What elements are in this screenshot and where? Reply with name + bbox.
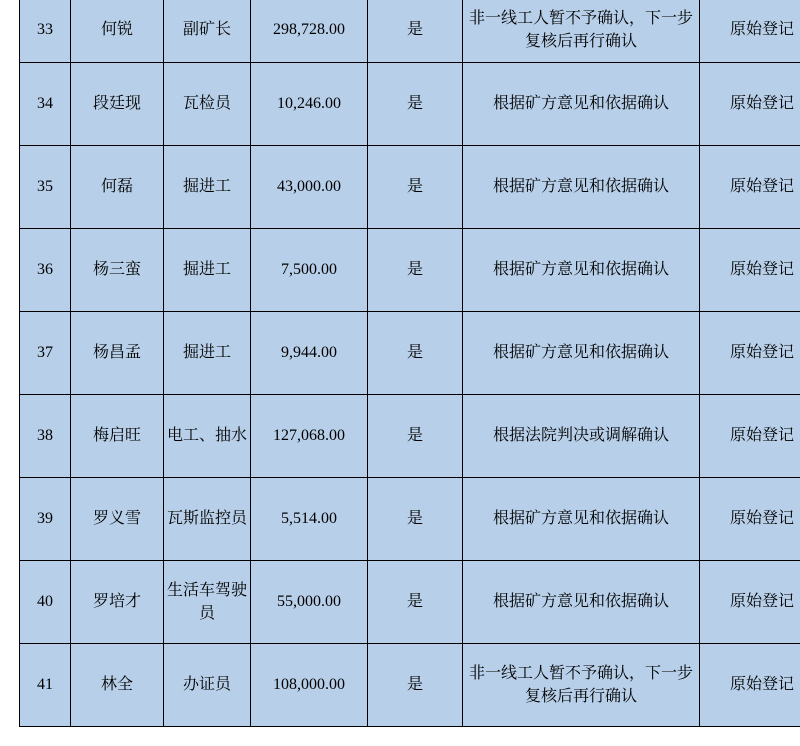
row-index: 33 xyxy=(20,0,71,63)
row-index: 41 xyxy=(20,644,71,727)
row-job: 办证员 xyxy=(164,644,251,727)
row-confirm: 是 xyxy=(368,561,463,644)
row-reason: 根据法院判决或调解确认 xyxy=(463,395,700,478)
row-status: 原始登记 xyxy=(700,395,800,478)
row-index: 36 xyxy=(20,229,71,312)
row-confirm: 是 xyxy=(368,146,463,229)
table-row xyxy=(20,63,800,146)
row-index: 34 xyxy=(20,63,71,146)
row-name: 何磊 xyxy=(71,146,164,229)
row-amount: 10,246.00 xyxy=(251,63,368,146)
table-row xyxy=(20,312,800,395)
row-name: 梅启旺 xyxy=(71,395,164,478)
row-status: 原始登记 xyxy=(700,312,800,395)
row-confirm: 是 xyxy=(368,644,463,727)
row-job: 副矿长 xyxy=(164,0,251,63)
row-job: 电工、抽水 xyxy=(164,395,251,478)
table-row xyxy=(20,146,800,229)
row-amount: 43,000.00 xyxy=(251,146,368,229)
row-reason: 根据矿方意见和依据确认 xyxy=(463,478,700,561)
row-reason: 根据矿方意见和依据确认 xyxy=(463,229,700,312)
row-amount: 55,000.00 xyxy=(251,561,368,644)
row-name: 杨三蛮 xyxy=(71,229,164,312)
row-job: 瓦检员 xyxy=(164,63,251,146)
row-name: 何锐 xyxy=(71,0,164,63)
row-job: 瓦斯监控员 xyxy=(164,478,251,561)
row-status: 原始登记 xyxy=(700,561,800,644)
row-amount: 5,514.00 xyxy=(251,478,368,561)
row-amount: 127,068.00 xyxy=(251,395,368,478)
row-reason: 根据矿方意见和依据确认 xyxy=(463,146,700,229)
row-reason: 根据矿方意见和依据确认 xyxy=(463,561,700,644)
row-confirm: 是 xyxy=(368,478,463,561)
table-row xyxy=(20,561,800,644)
row-index: 40 xyxy=(20,561,71,644)
row-status: 原始登记 xyxy=(700,0,800,63)
row-index: 35 xyxy=(20,146,71,229)
row-job: 掘进工 xyxy=(164,229,251,312)
row-index: 37 xyxy=(20,312,71,395)
row-name: 杨昌孟 xyxy=(71,312,164,395)
row-confirm: 是 xyxy=(368,229,463,312)
row-amount: 7,500.00 xyxy=(251,229,368,312)
row-confirm: 是 xyxy=(368,395,463,478)
row-name: 罗培才 xyxy=(71,561,164,644)
row-confirm: 是 xyxy=(368,0,463,63)
table-row xyxy=(20,644,800,727)
row-job: 生活车驾驶员 xyxy=(164,561,251,644)
row-name: 罗义雪 xyxy=(71,478,164,561)
row-amount: 298,728.00 xyxy=(251,0,368,63)
row-confirm: 是 xyxy=(368,63,463,146)
row-reason: 根据矿方意见和依据确认 xyxy=(463,312,700,395)
row-reason: 根据矿方意见和依据确认 xyxy=(463,63,700,146)
row-status: 原始登记 xyxy=(700,229,800,312)
row-status: 原始登记 xyxy=(700,644,800,727)
table-row xyxy=(20,0,800,63)
row-reason: 非一线工人暂不予确认，下一步复核后再行确认 xyxy=(463,0,700,63)
row-status: 原始登记 xyxy=(700,146,800,229)
row-status: 原始登记 xyxy=(700,63,800,146)
claims-table xyxy=(19,0,800,727)
row-status: 原始登记 xyxy=(700,478,800,561)
row-job: 掘进工 xyxy=(164,146,251,229)
row-job: 掘进工 xyxy=(164,312,251,395)
table-row xyxy=(20,395,800,478)
row-reason: 非一线工人暂不予确认，下一步复核后再行确认 xyxy=(463,644,700,727)
table-row xyxy=(20,229,800,312)
row-index: 39 xyxy=(20,478,71,561)
row-name: 段廷现 xyxy=(71,63,164,146)
row-name: 林全 xyxy=(71,644,164,727)
row-amount: 9,944.00 xyxy=(251,312,368,395)
table-row xyxy=(20,478,800,561)
row-amount: 108,000.00 xyxy=(251,644,368,727)
claims-table-body xyxy=(20,0,800,727)
row-index: 38 xyxy=(20,395,71,478)
row-confirm: 是 xyxy=(368,312,463,395)
